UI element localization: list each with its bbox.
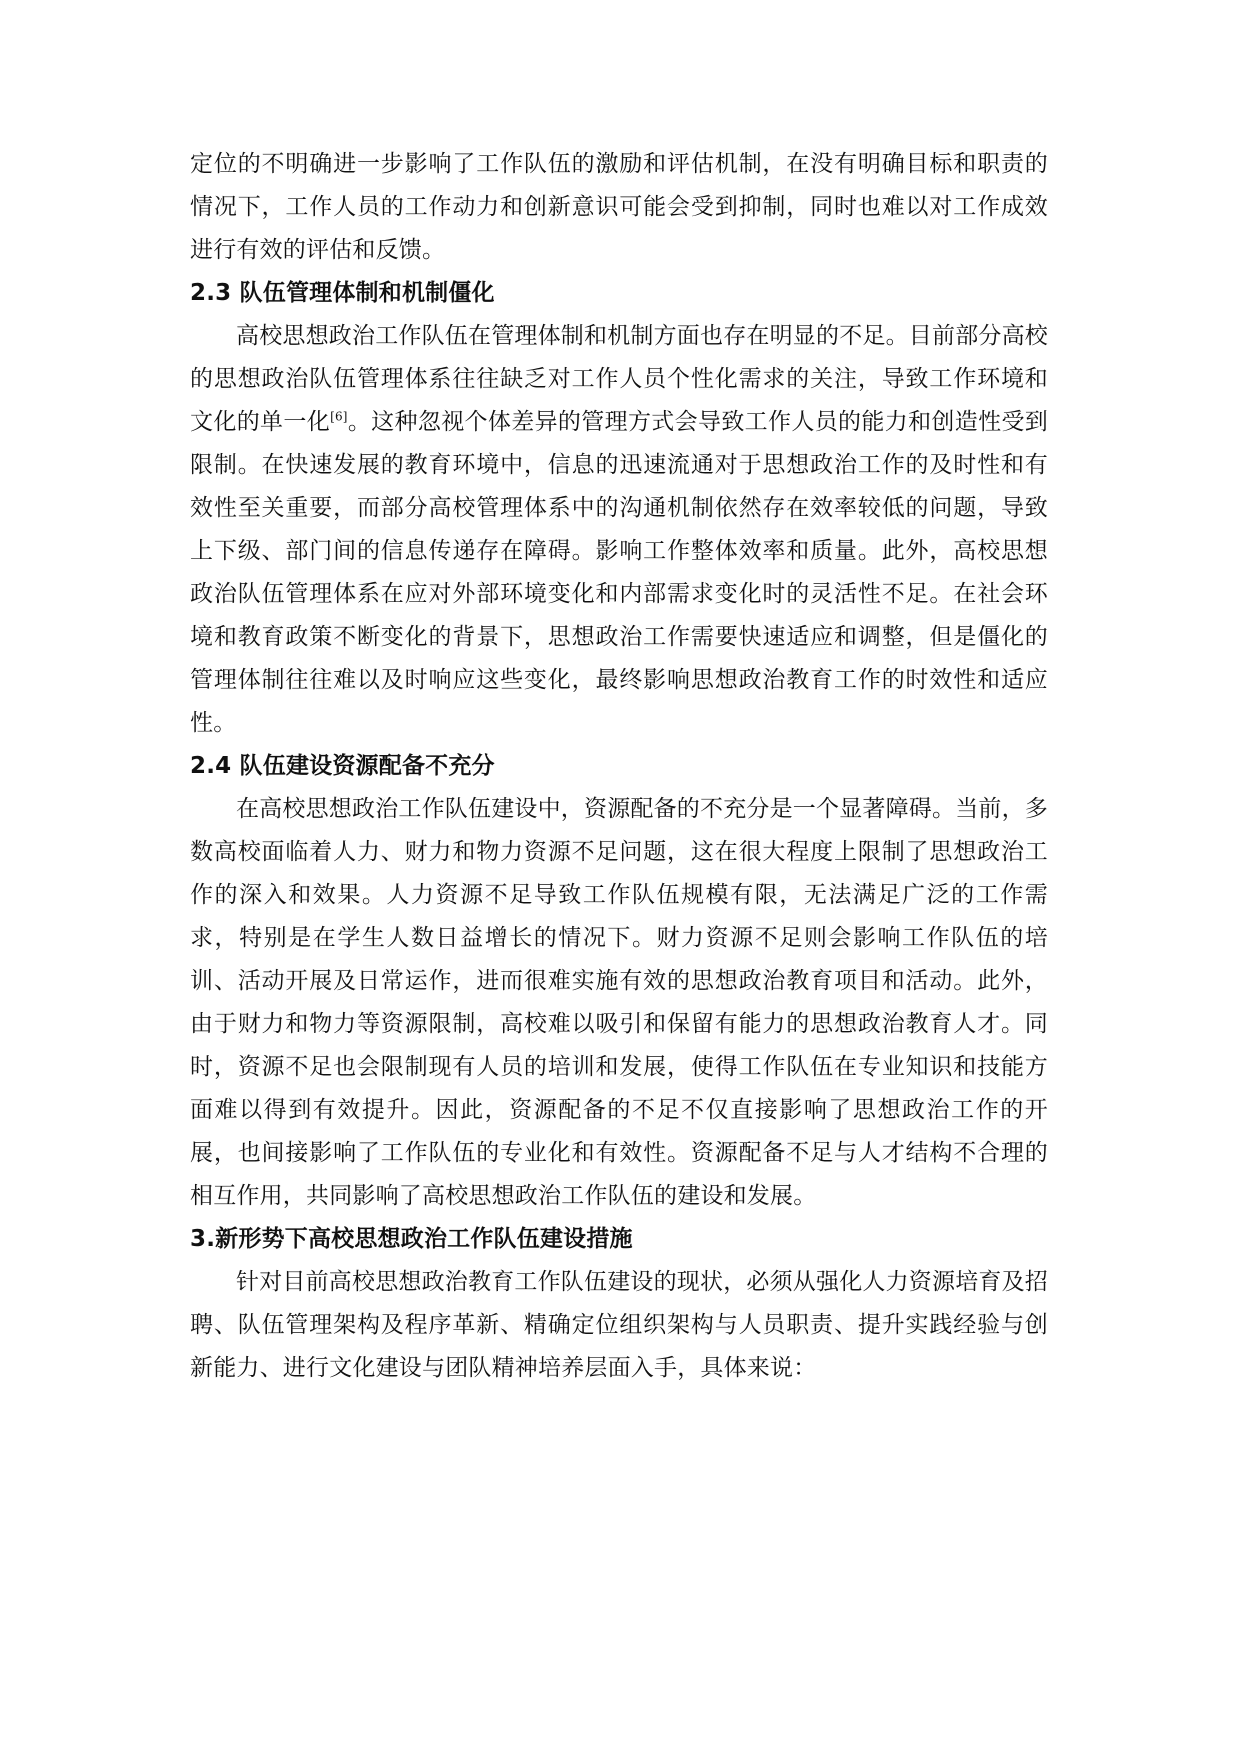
continued-paragraph: 定位的不明确进一步影响了工作队伍的激励和评估机制，在没有明确目标和职责的情况下，工作人员的工作动力和创新意识可能会受到抑制，同时也难以对工作成效进行有效的评估和反馈。 <box>190 151 1048 263</box>
section-2-3-paragraph <box>190 315 1048 745</box>
section-3-paragraph: 针对目前高校思想政治教育工作队伍建设的现状，必须从强化人力资源培育及招聘、队伍管理架构及程序革新、精确定位组织架构与人员职责、提升实践经验与创新能力、进行文化建设与团队精神培养层面入手，具体来说： <box>190 1269 1048 1381</box>
section-heading-2-4: 2.4 队伍建设资源配备不充分 <box>190 753 495 779</box>
section-2-3-text-after-citation: 。这种忽视个体差异的管理方式会导致工作人员的能力和创造性受到限制。在快速发展的教育环境中，信息的迅速流通对于思想政治工作的及时性和有效性至关重要，而部分高校管理体系中的沟通机制依然存在效率较低的问题，导致上下级、部门间的信息传递存在障碍。影响工作整体效率和质量。此外，高校思想政治队伍管理体系在应对外部环境变化和内部需求变化时的灵活性不足。在社会环境和教育政策不断变化的背景下，思想政治工作需要快速适应和调整，但是僵化的管理体制往往难以及时响应这些变化，最终影响思想政治教育工作的时效性和适应性。 <box>190 409 1049 736</box>
document-body <box>190 143 1048 1390</box>
section-2-3-text-before-citation: 高校思想政治工作队伍在管理体制和机制方面也存在明显的不足。目前部分高校的思想政治队伍管理体系往往缺乏对工作人员个性化需求的关注，导致工作环境和文化的单一化 <box>190 323 1048 435</box>
citation-marker: [6] <box>330 409 348 424</box>
section-heading-3: 3.新形势下高校思想政治工作队伍建设措施 <box>190 1226 633 1252</box>
section-2-4-paragraph: 在高校思想政治工作队伍建设中，资源配备的不充分是一个显著障碍。当前，多数高校面临着人力、财力和物力资源不足问题，这在很大程度上限制了思想政治工作的深入和效果。人力资源不足导致工作队伍规模有限，无法满足广泛的工作需求，特别是在学生人数日益增长的情况下。财力资源不足则会影响工作队伍的培训、活动开展及日常运作，进而很难实施有效的思想政治教育项目和活动。此外，由于财力和物力等资源限制，高校难以吸引和保留有能力的思想政治教育人才。同时，资源不足也会限制现有人员的培训和发展，使得工作队伍在专业知识和技能方面难以得到有效提升。因此，资源配备的不足不仅直接影响了思想政治工作的开展，也间接影响了工作队伍的专业化和有效性。资源配备不足与人才结构不合理的相互作用，共同影响了高校思想政治工作队伍的建设和发展。 <box>190 796 1048 1209</box>
section-heading-2-3: 2.3 队伍管理体制和机制僵化 <box>190 280 495 306</box>
